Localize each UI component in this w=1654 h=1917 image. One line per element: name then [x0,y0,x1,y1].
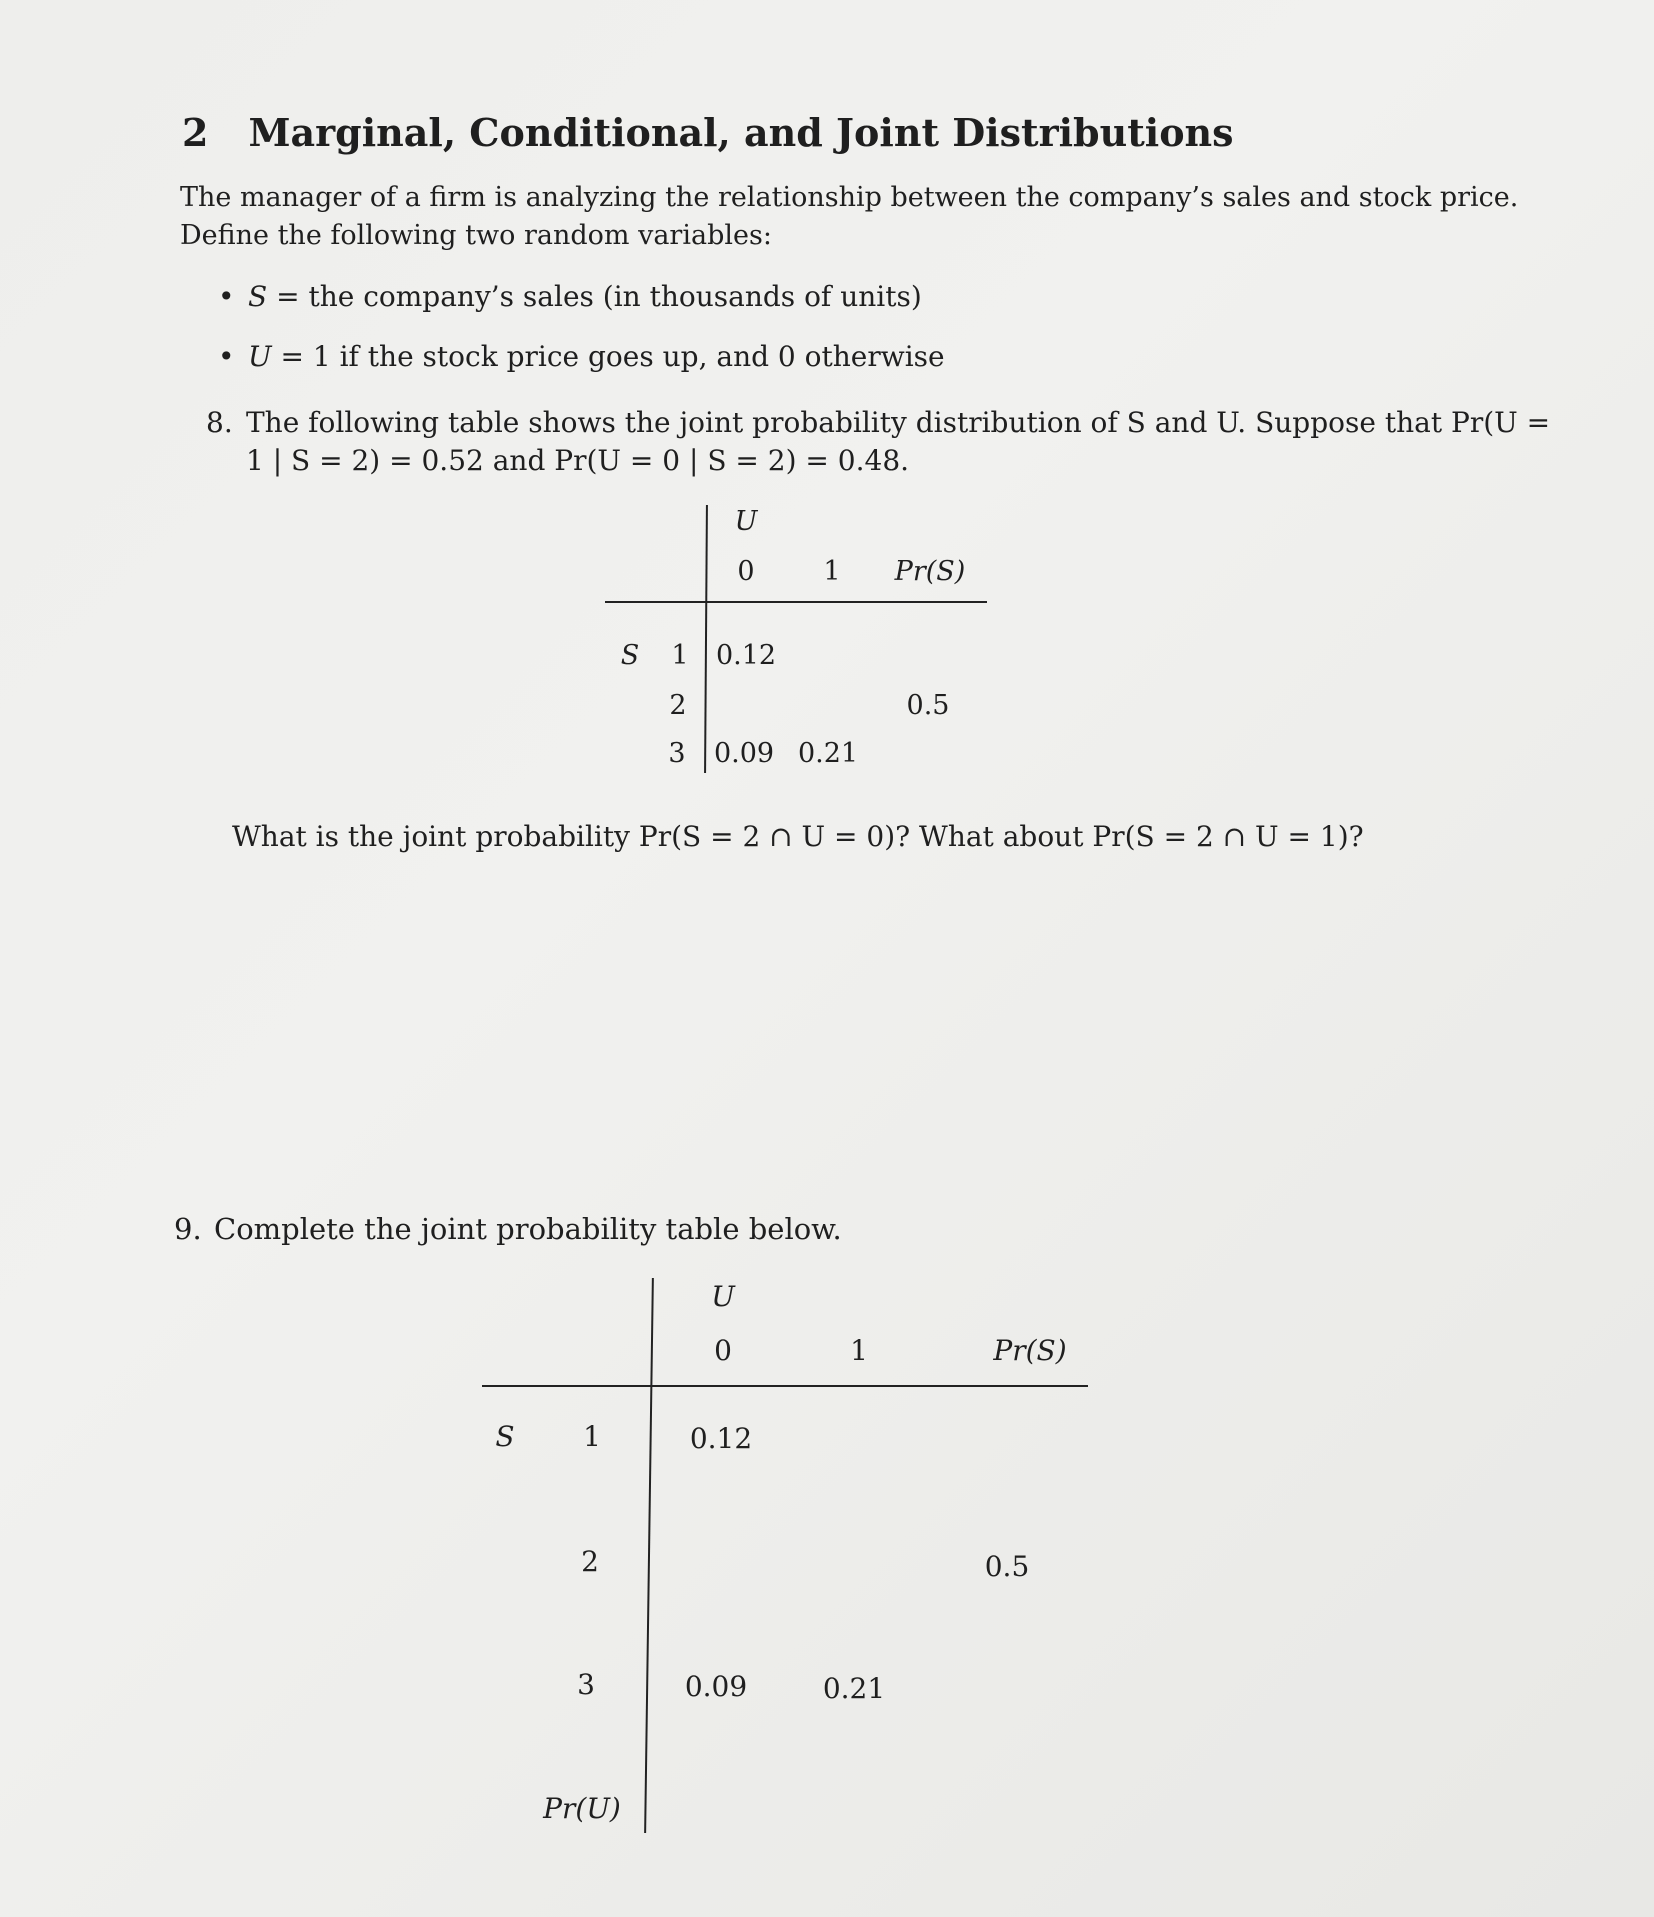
table2-cell-s3-u1: 0.21 [822,1672,886,1705]
bullet-text-s: = the company’s sales (in thousands of units) [267,280,922,313]
table1-row-label-2: 2 [669,690,687,721]
intro-line-2: Define the following two random variables: [180,220,772,251]
table1-cell-s3-u0: 0.09 [713,738,775,769]
table2-vertical-rule [644,1278,654,1833]
bullet-item-s [248,280,922,313]
bullet-var-s: S [248,280,268,313]
table1-col-header-0: 0 [737,556,755,587]
q8-line-2: 1 | S = 2) = 0.52 and Pr(U = 0 | S = 2) = 0.48. [246,444,910,477]
q8-line-1: The following table shows the joint probability distribution of S and U. Suppose that Pr(U = [246,406,1551,439]
section-number: 2 [182,110,209,155]
table1-row-label-1: 1 [671,640,689,671]
table1-col-header-prs: Pr(S) [894,556,966,587]
q9-text: Complete the joint probability table below. [214,1212,842,1246]
q9-number: 9. [174,1212,202,1246]
table2-col-var: U [711,1280,735,1313]
section-heading [182,110,1234,155]
bullet-var-u: U [248,340,272,373]
table1-col-var: U [734,506,758,537]
table2-horizontal-rule [482,1385,1088,1387]
table1-vertical-rule [704,505,708,773]
table2-row-label-3: 3 [577,1668,595,1701]
table1-cell-s1-u0: 0.12 [715,640,777,671]
table1-horizontal-rule [605,601,987,603]
table2-cell-s3-u0: 0.09 [684,1670,748,1703]
table1-row-label-3: 3 [668,738,686,769]
table1-col-header-1: 1 [823,556,841,587]
table1-cell-s2-prs: 0.5 [906,690,950,721]
bullet-text-u: = 1 if the stock price goes up, and 0 otherwise [271,340,945,373]
table2-row-label-1: 1 [583,1420,601,1453]
intro-line-1: The manager of a firm is analyzing the relationship between the company’s sales and stock price. [180,182,1519,213]
bullet-item-u [248,340,945,373]
table1-cell-s3-u1: 0.21 [797,738,859,769]
section-title: Marginal, Conditional, and Joint Distributions [248,110,1234,155]
q8-question: What is the joint probability Pr(S = 2 ∩ U = 0)? What about Pr(S = 2 ∩ U = 1)? [232,820,1364,853]
table2-row-margin-label: Pr(U) [543,1792,621,1825]
table2-col-header-prs: Pr(S) [993,1334,1067,1367]
table2-row-var: S [495,1420,515,1453]
table2-cell-s2-prs: 0.5 [984,1550,1030,1583]
table2-col-header-0: 0 [714,1334,732,1367]
table1-row-var: S [620,640,640,671]
table2-col-header-1: 1 [850,1334,868,1367]
table2-cell-s1-u0: 0.12 [689,1422,753,1455]
q8-number: 8. [206,406,233,439]
table2-row-label-2: 2 [581,1545,599,1578]
